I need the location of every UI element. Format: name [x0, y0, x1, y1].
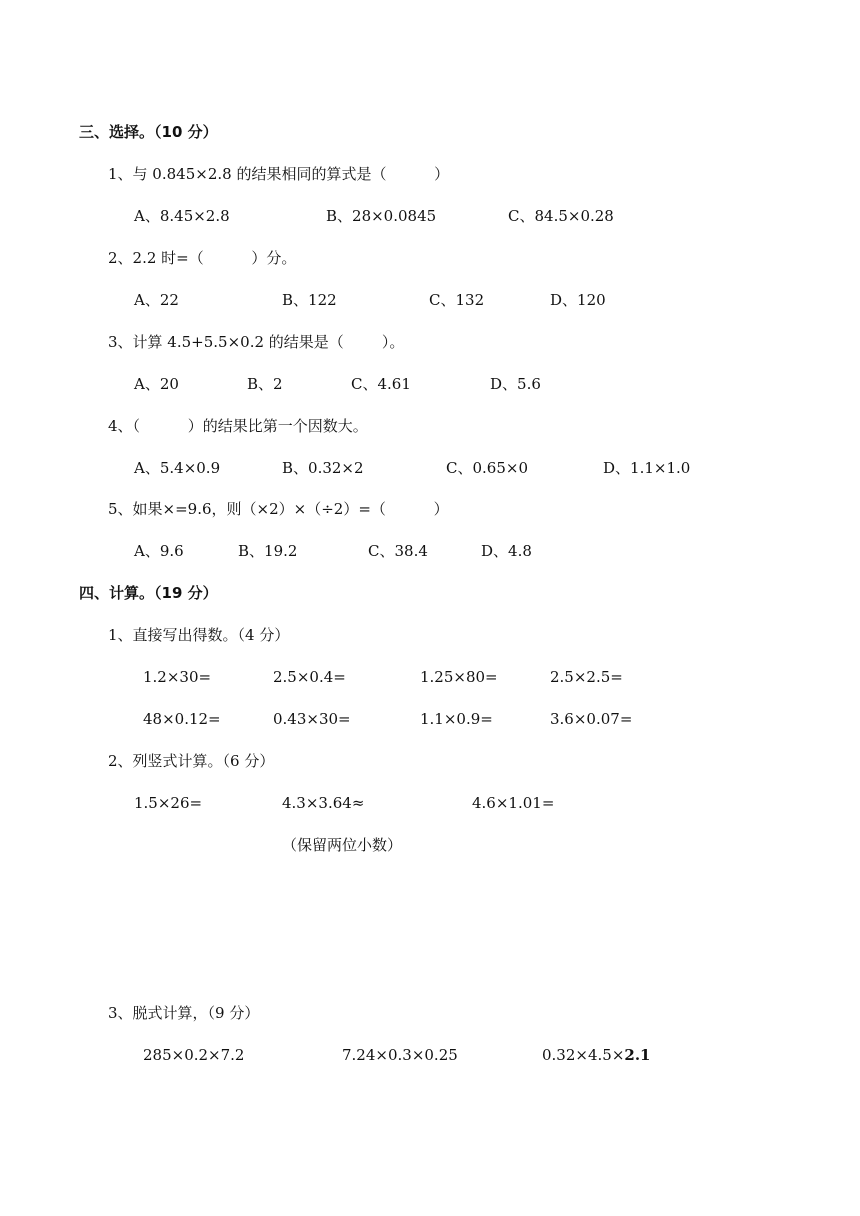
question-2-option-d: D、120 [550, 291, 606, 309]
oral-calc-item: 2.5×0.4= [273, 668, 346, 686]
oral-calc-item: 48×0.12= [143, 710, 221, 728]
question-2-stem: 2、2.2 时=（ ）分。 [108, 249, 297, 267]
question-1-option-b: B、28×0.0845 [326, 207, 437, 225]
step-calc-item-3-bold: 2.1 [624, 1046, 651, 1064]
oral-calc-item: 3.6×0.07= [550, 710, 633, 728]
question-3-stem: 3、计算 4.5+5.5×0.2 的结果是（ ）。 [108, 333, 405, 351]
question-5-option-c: C、38.4 [368, 542, 428, 560]
question-3-option-c: C、4.61 [351, 375, 411, 393]
question-3-option-a: A、20 [134, 375, 179, 393]
question-1-option-c: C、84.5×0.28 [508, 207, 614, 225]
question-2-option-b: B、122 [282, 291, 337, 309]
question-1-stem: 1、与 0.845×2.8 的结果相同的算式是（ ） [108, 165, 450, 183]
step-calc-item: 285×0.2×7.2 [143, 1046, 245, 1064]
question-5-option-d: D、4.8 [481, 542, 532, 560]
question-3-option-d: D、5.6 [490, 375, 541, 393]
part-1-label: 1、直接写出得数。（4 分） [108, 626, 290, 644]
vertical-calc-item: 4.3×3.64≈ [282, 794, 365, 812]
vertical-calc-item: 4.6×1.01= [472, 794, 555, 812]
question-5-option-b: B、19.2 [238, 542, 298, 560]
vertical-calc-item: 1.5×26= [134, 794, 203, 812]
section-4-title: 四、计算。（19 分） [79, 584, 218, 602]
question-4-stem: 4、（ ）的结果比第一个因数大。 [108, 417, 368, 435]
question-4-option-b: B、0.32×2 [282, 459, 364, 477]
step-calc-item: 7.24×0.3×0.25 [342, 1046, 458, 1064]
oral-calc-item: 1.25×80= [420, 668, 498, 686]
question-5-stem: 5、如果×=9.6，则（×2）×（÷2）=（ ） [108, 500, 449, 518]
section-3-title: 三、选择。（10 分） [79, 123, 218, 141]
step-calc-item-3 [542, 1045, 651, 1065]
rounding-note: （保留两位小数） [282, 836, 403, 854]
question-4-option-a: A、5.4×0.9 [134, 459, 221, 477]
part-3-label: 3、脱式计算，（9 分） [108, 1004, 260, 1022]
oral-calc-item: 1.1×0.9= [420, 710, 493, 728]
step-calc-item-3-prefix: 0.32×4.5× [542, 1046, 625, 1064]
question-1-option-a: A、8.45×2.8 [134, 207, 230, 225]
oral-calc-item: 1.2×30= [143, 668, 212, 686]
question-2-option-c: C、132 [429, 291, 485, 309]
question-4-option-c: C、0.65×0 [446, 459, 528, 477]
question-5-option-a: A、9.6 [134, 542, 184, 560]
question-2-option-a: A、22 [134, 291, 179, 309]
oral-calc-item: 2.5×2.5= [550, 668, 623, 686]
part-2-label: 2、列竖式计算。（6 分） [108, 752, 275, 770]
question-3-option-b: B、2 [247, 375, 283, 393]
oral-calc-item: 0.43×30= [273, 710, 351, 728]
question-4-option-d: D、1.1×1.0 [603, 459, 691, 477]
